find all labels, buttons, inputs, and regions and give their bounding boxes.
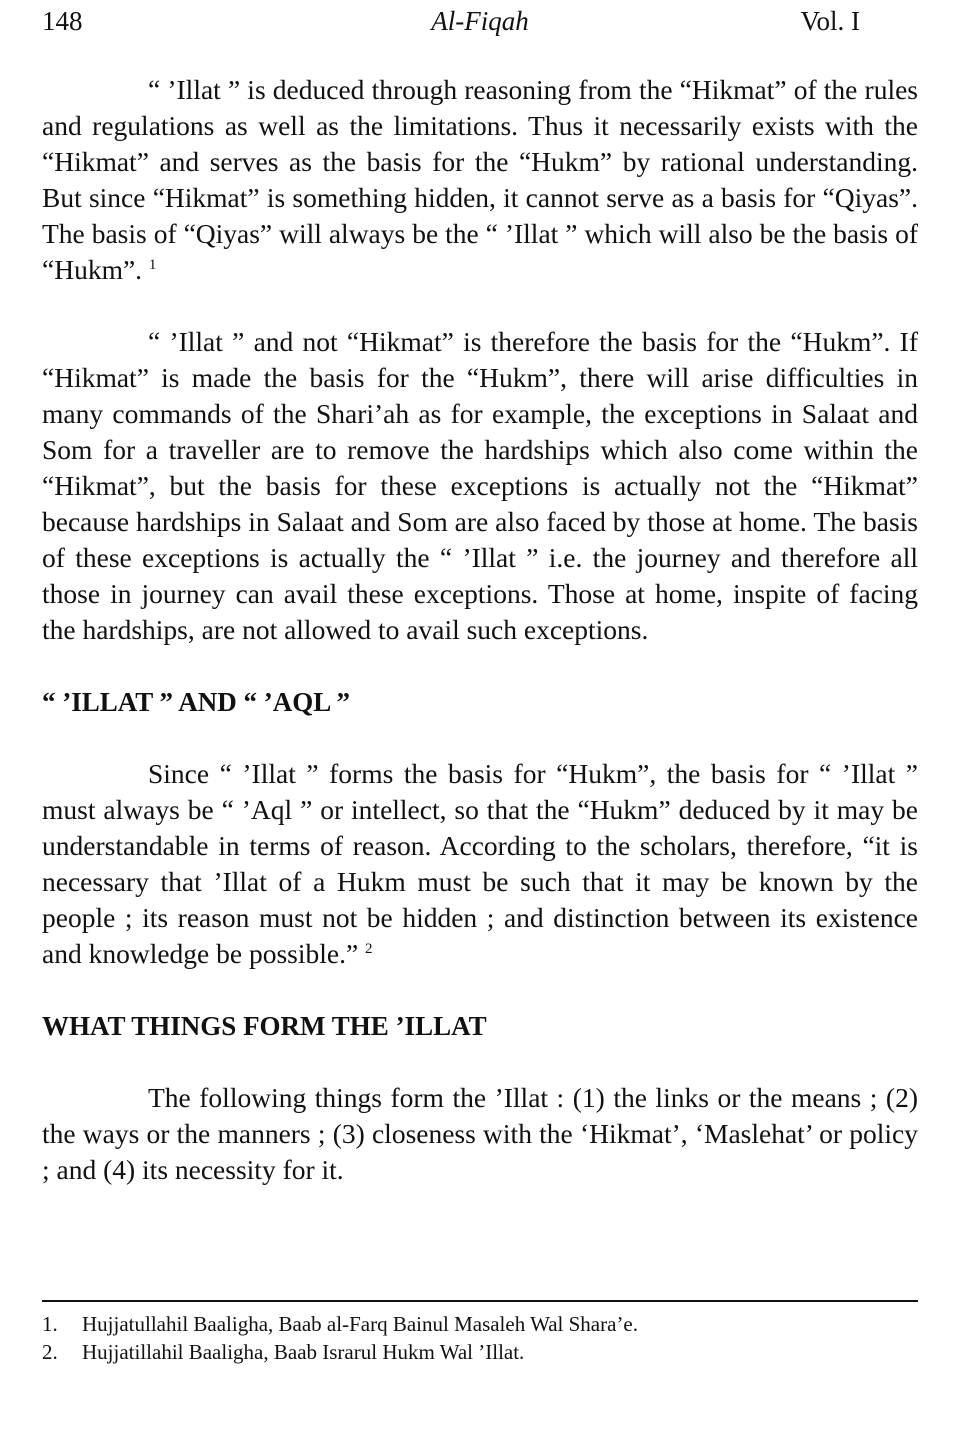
page-header	[42, 0, 918, 46]
paragraph-text: “ ’Illat ” is deduced through reasoning from the “Hikmat” of the rules and regulations as well as the limitations. Thus it necessarily exists with the “Hikmat” and serves as the basis for the “Hukm” by rational understanding. But since “Hikmat” is something hidden, it cannot serve as a basis for “Qiyas”. The basis of “Qiyas” will always be the “ ’Illat ” which will also be the basis of “Hukm”.	[42, 74, 918, 285]
footnote-1	[42, 1310, 918, 1338]
paragraph-text: The following things form the ’Illat : (1) the links or the means ; (2) the ways or the manners ; (3) closeness with the ‘Hikmat’, ‘Maslehat’ or policy ; and (4) its necessity for it.	[42, 1082, 918, 1185]
footnotes-section	[42, 1300, 918, 1366]
paragraph-following-things	[42, 1080, 918, 1188]
paragraph-illat-not-hikmat	[42, 324, 918, 648]
paragraph-illat-deduced	[42, 72, 918, 288]
book-page	[42, 0, 918, 1364]
paragraph-text: “ ’Illat ” and not “Hikmat” is therefore the basis for the “Hukm”. If “Hikmat” is made the basis for the “Hukm”, there will arise difficulties in many commands of the Shari’ah as for example, the exceptions in Salaat and Som for a traveller are to remove the hardships which also come within the “Hikmat”, but the basis for these exceptions is actually not the “Hikmat” because hardships in Salaat and Som are also faced by those at home. The basis of these exceptions is actually the “ ’Illat ” i.e. the journey and therefore all those in journey can avail these exceptions. Those at home, inspite of facing the hardships, are not allowed to avail such exceptions.	[42, 326, 918, 645]
footnote-number: 2.	[42, 1340, 58, 1364]
footnote-text: Hujjatullahil Baaligha, Baab al-Farq Bainul Masaleh Wal Shara’e.	[82, 1312, 639, 1336]
paragraph-text: Since “ ’Illat ” forms the basis for “Hukm”, the basis for “ ’Illat ” must always be “ ’Aql ” or intellect, so that the “Hukm” deduced by it may be understandable in terms of reason. According to the scholars, therefore, “it is necessary that ’Illat of a Hukm must be such that it may be known by the people ; its reason must not be hidden ; and distinction between its existence and knowledge be possible.”	[42, 758, 918, 969]
section-heading-illat-and-aql: “ ’ILLAT ” AND “ ’AQL ”	[42, 687, 351, 717]
footnote-text: Hujjatillahil Baaligha, Baab Israrul Hukm Wal ’Illat.	[82, 1340, 525, 1364]
footnote-2	[42, 1338, 918, 1366]
footnote-ref-1: 1	[148, 256, 157, 273]
book-title: Al-Fiqah	[431, 6, 529, 36]
paragraph-illat-aql	[42, 756, 918, 972]
footnote-ref-2: 2	[365, 940, 373, 957]
page-number: 148	[42, 6, 83, 36]
section-heading-what-forms-illat: WHAT THINGS FORM THE ’ILLAT	[42, 1011, 487, 1041]
footnote-number: 1.	[42, 1312, 58, 1336]
volume-label: Vol. I	[800, 6, 860, 36]
